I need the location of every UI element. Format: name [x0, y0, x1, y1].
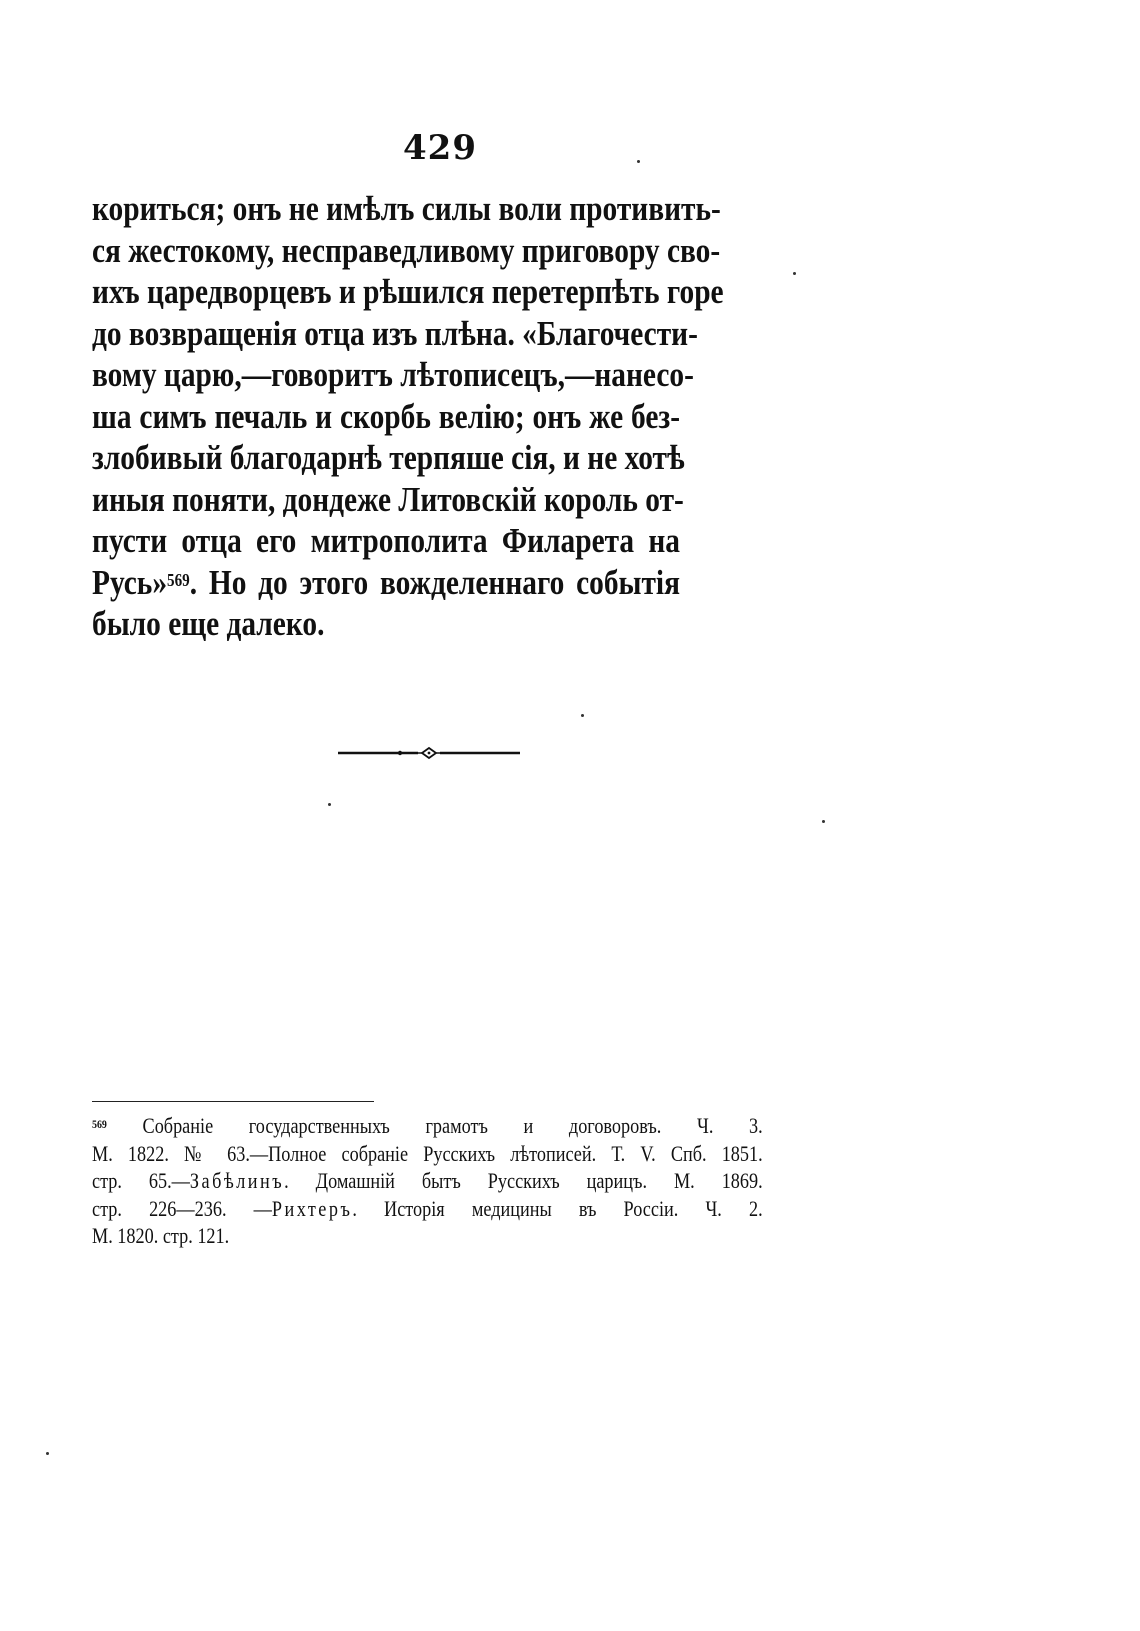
scan-speck [46, 1452, 49, 1455]
text-fragment: . Но до этого вожделеннаго событія [189, 562, 680, 602]
text-line: вому царю,—говоритъ лѣтописецъ,—нанесо- [92, 355, 694, 394]
text-line: до возвращенія отца изъ плѣна. «Благочести- [92, 313, 698, 353]
scan-speck [822, 820, 825, 823]
footnote-text: . Исторія медицины въ Россіи. Ч. 2. [352, 1195, 763, 1221]
text-line: злобивый благодарнѣ терпяше сія, и не хотѣ [92, 438, 685, 477]
text-line: ша симъ печаль и скорбь велію; онъ же без- [92, 396, 680, 436]
page-number: 429 [403, 128, 477, 168]
text-line: кориться; онъ не имѣлъ силы воли противить- [92, 189, 721, 228]
footnote-line [92, 1167, 763, 1195]
text-line: ихъ царедворцевъ и рѣшился перетерпѣть горе [92, 272, 724, 311]
scan-speck [637, 160, 640, 163]
scan-speck [793, 272, 796, 275]
footnote-author: Рихтеръ [271, 1195, 353, 1221]
footnote-text: . Домашній бытъ Русскихъ царицъ. М. 1869. [284, 1168, 763, 1193]
text-fragment: Русь» [92, 562, 168, 602]
footnote-author: Забѣлинъ [189, 1168, 285, 1193]
scan-speck [328, 803, 331, 806]
footnote-line [92, 1112, 763, 1140]
footnote-line: М. 1820. стр. 121. [92, 1223, 230, 1248]
footnote-text: Собраніе государственныхъ грамотъ и договоровъ. Ч. 3. [106, 1113, 763, 1138]
footnote-number: 569 [92, 1117, 107, 1131]
footnote-text: стр. 226—236. — [92, 1195, 272, 1221]
footnote-separator [92, 1101, 374, 1102]
footnote-569 [92, 1112, 763, 1250]
text-line: пусти отца его митрополита Филарета на [92, 521, 680, 560]
text-line: ся жестокому, несправедливому приговору сво- [92, 230, 721, 270]
scan-speck [581, 714, 584, 717]
text-line: было еще далеко. [92, 604, 325, 643]
main-paragraph [92, 188, 724, 645]
section-divider-ornament [338, 741, 520, 765]
footnote-line: М. 1822. № 63.—Полное собраніе Русскихъ лѣтописей. Т. V. Спб. 1851. [92, 1140, 763, 1166]
text-line-with-footnote-ref [92, 562, 680, 604]
footnote-line [92, 1195, 763, 1223]
text-line: иныя поняти, дондеже Литовскій король от- [92, 479, 684, 519]
footnote-reference[interactable]: 569 [167, 569, 190, 590]
footnote-text: стр. 65.— [92, 1168, 190, 1193]
